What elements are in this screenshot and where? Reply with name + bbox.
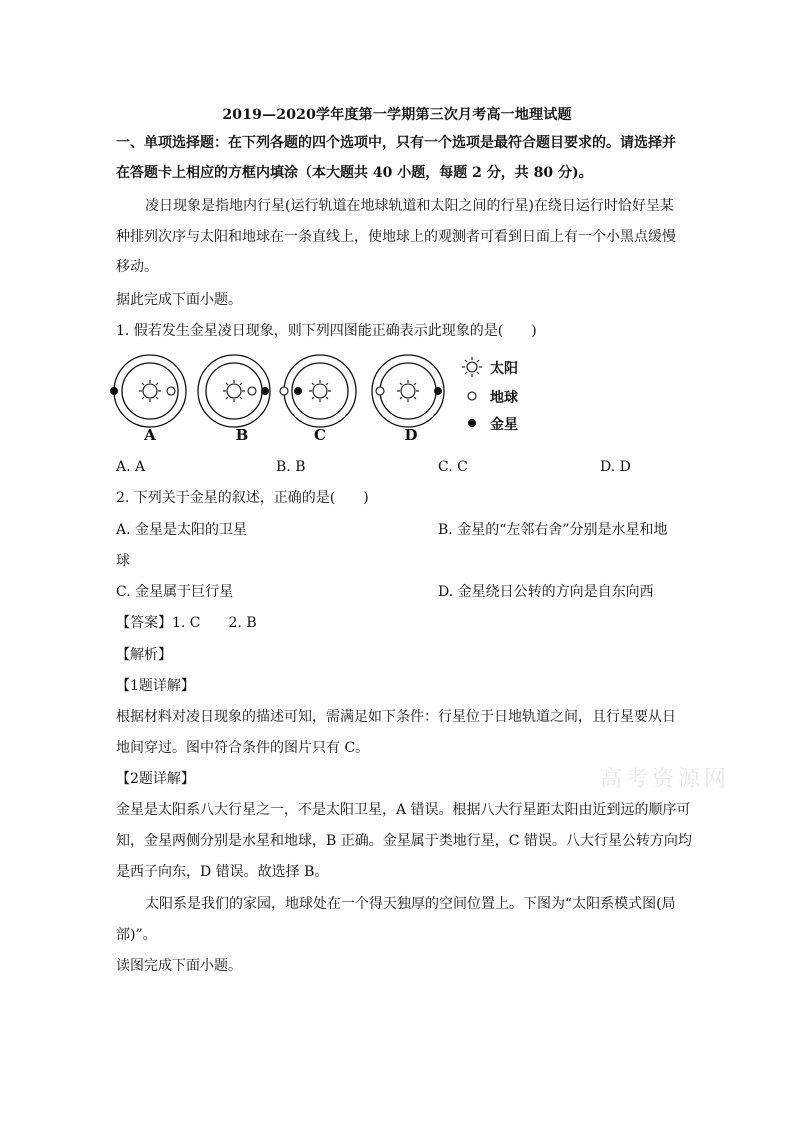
q2-option-d: D. 金星绕日公转的方向是自东向西: [438, 584, 654, 600]
question-1-stem: 1. 假若发生金星凌日现象，则下列四图能正确表示此现象的是( ): [116, 323, 537, 339]
detail-1-label: 【1题详解】: [116, 678, 195, 694]
q2-option-c: C. 金星属于巨行星: [116, 584, 234, 600]
diagram-a: [110, 355, 186, 427]
question-2-stem: 2. 下列关于金星的叙述，正确的是( ): [116, 490, 369, 506]
detail-2-label: 【2题详解】: [116, 771, 195, 787]
earth-dot: [376, 387, 384, 395]
next-intro-line2: 部)”。: [116, 927, 157, 943]
detail-2-line2: 知，金星两侧分别是水星和地球，B 正确。金星属于类地行星，C 错误。八大行星公转方向均: [116, 833, 692, 849]
venus-dot: [434, 387, 442, 395]
legend-sun-label: 太阳: [490, 361, 518, 377]
figure-label-a: A: [144, 426, 156, 444]
q1-option-a: A. A: [116, 459, 146, 475]
q1-option-d: D. D: [600, 459, 631, 475]
q1-option-c: C. C: [438, 459, 468, 475]
detail-2-line1: 金星是太阳系八大行星之一，不是太阳卫星，A 错误。根据八大行星距太阳由近到远的顺序可: [116, 802, 691, 818]
q2-option-b-wrap: 球: [116, 553, 130, 569]
answer-line: [116, 614, 684, 632]
earth-dot: [280, 387, 288, 395]
detail-1-line1: 根据材料对凌日现象的描述可知，需满足如下条件：行星位于日地轨道之间，且行星要从日: [116, 709, 676, 725]
transit-figure: [108, 352, 548, 448]
analysis-label: 【解析】: [116, 647, 172, 663]
answer-value: 1. C 2. B: [172, 615, 257, 631]
legend-earth-label: 地球: [490, 390, 518, 406]
detail-2-line3: 是西子向东，D 错误。故选择 B。: [116, 864, 329, 880]
earth-legend-icon: [468, 392, 476, 400]
next-intro-line1: 太阳系是我们的家园，地球处在一个得天独厚的空间位置上。下图为“太阳系模式图(局: [145, 896, 676, 912]
page-title: 2019—2020学年度第一学期第三次月考高一地理试题: [222, 107, 572, 123]
venus-dot: [261, 387, 269, 395]
legend-venus-label: 金星: [490, 417, 518, 433]
q2-option-a: A. 金星是太阳的卫星: [116, 522, 248, 538]
sun-icon: [462, 357, 482, 377]
figure-label-c: C: [314, 426, 326, 444]
intro-line1: 凌日现象是指地内行星(运行轨道在地球轨道和太阳之间的行星)在绕日运行时恰好呈某: [145, 198, 674, 214]
section-heading-line1: 一、单项选择题：在下列各题的四个选项中，只有一个选项是最符合题目要求的。请选择并: [116, 135, 676, 151]
figure-label-b: B: [235, 426, 249, 444]
venus-legend-icon: [468, 419, 476, 427]
watermark: 高考资源网: [600, 767, 731, 792]
q1-option-b: B. B: [276, 459, 306, 475]
venus-dot: [294, 387, 302, 395]
detail-1-line2: 地间穿过。图中符合条件的图片只有 C。: [116, 740, 370, 756]
intro-line2: 种排列次序与太阳和地球在一条直线上，使地球上的观测者可看到日面上有一个小黑点缓慢: [116, 229, 676, 245]
earth-dot: [167, 387, 175, 395]
intro-line3: 移动。: [116, 259, 158, 275]
next-intro-line3: 读图完成下面小题。: [116, 958, 242, 974]
diagram-d: [372, 355, 444, 427]
q2-option-b: B. 金星的“左邻右舍”分别是水星和地: [438, 522, 668, 538]
diagram-c: [280, 355, 356, 427]
venus-dot: [110, 387, 118, 395]
answer-label: 【答案】: [116, 615, 172, 631]
section-heading-line2: 在答题卡上相应的方框内填涂（本大题共 40 小题，每题 2 分，共 80 分)。: [116, 165, 593, 181]
diagram-b: [198, 355, 270, 427]
intro-line4: 据此完成下面小题。: [116, 292, 242, 308]
figure-label-d: D: [404, 426, 418, 444]
earth-dot: [248, 387, 256, 395]
